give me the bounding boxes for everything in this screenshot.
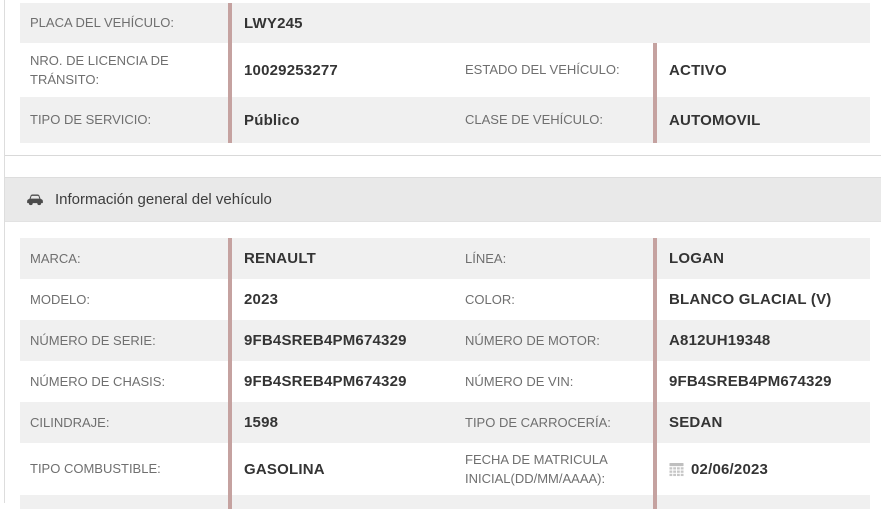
numero-chasis-value: 9FB4SREB4PM674329 xyxy=(228,361,455,402)
clase-vehiculo-value: AUTOMOVIL xyxy=(653,97,870,143)
table-row xyxy=(20,43,870,97)
empty-cell xyxy=(455,495,653,509)
numero-motor-label: NÚMERO DE MOTOR: xyxy=(465,332,600,348)
vehicle-info-page xyxy=(4,0,881,503)
linea-label: LÍNEA: xyxy=(465,250,507,266)
table-row xyxy=(20,361,870,402)
estado-vehiculo-value: ACTIVO xyxy=(653,43,870,97)
numero-chasis-label: NÚMERO DE CHASIS: xyxy=(30,373,166,389)
panel-spacer xyxy=(5,156,881,177)
tipo-combustible-value: GASOLINA xyxy=(228,443,455,495)
fecha-matricula-label: FECHA DE MATRICULA INICIAL(DD/MM/AAAA): xyxy=(465,451,608,486)
vehicle-summary-panel xyxy=(5,0,881,156)
tipo-servicio-value: Público xyxy=(228,97,455,143)
section-header-informacion-general[interactable] xyxy=(5,177,881,222)
cilindraje-label: CILINDRAJE: xyxy=(30,414,110,430)
section-title: Información general del vehículo xyxy=(55,191,272,208)
marca-value: RENAULT xyxy=(228,238,455,279)
modelo-value: 2023 xyxy=(228,279,455,320)
cilindraje-value: 1598 xyxy=(228,402,455,443)
linea-value: LOGAN xyxy=(653,238,870,279)
empty-cell xyxy=(653,495,870,509)
clase-vehiculo-label: CLASE DE VEHÍCULO: xyxy=(465,112,603,128)
empty-cell xyxy=(228,495,455,509)
table-row xyxy=(20,279,870,320)
modelo-label: MODELO: xyxy=(30,291,90,307)
color-value: BLANCO GLACIAL (V) xyxy=(653,279,870,320)
tipo-combustible-label: TIPO COMBUSTIBLE: xyxy=(30,461,161,477)
tipo-servicio-label: TIPO DE SERVICIO: xyxy=(30,112,152,128)
numero-motor-value: A812UH19348 xyxy=(653,320,870,361)
table-row xyxy=(20,238,870,279)
numero-vin-label: NÚMERO DE VIN: xyxy=(465,373,574,389)
tipo-carroceria-value: SEDAN xyxy=(653,402,870,443)
table-row xyxy=(20,3,870,43)
color-label: COLOR: xyxy=(465,291,515,307)
fecha-matricula-value xyxy=(653,443,870,495)
marca-label: MARCA: xyxy=(30,250,81,266)
table-row xyxy=(20,443,870,495)
numero-serie-value: 9FB4SREB4PM674329 xyxy=(228,320,455,361)
calendar-icon xyxy=(669,462,684,477)
placa-value: LWY245 xyxy=(228,3,455,43)
empty-cell xyxy=(20,495,228,509)
table-row xyxy=(20,495,870,509)
table-row xyxy=(20,97,870,143)
table-row xyxy=(20,402,870,443)
licencia-transito-value: 10029253277 xyxy=(228,43,455,97)
empty-cell xyxy=(653,3,870,43)
car-icon xyxy=(26,192,44,207)
fecha-matricula-text: 02/06/2023 xyxy=(691,460,769,478)
vehicle-general-info xyxy=(5,222,881,509)
licencia-transito-label: NRO. DE LICENCIA DE TRÁNSITO: xyxy=(30,52,169,87)
numero-vin-value: 9FB4SREB4PM674329 xyxy=(653,361,870,402)
tipo-carroceria-label: TIPO DE CARROCERÍA: xyxy=(465,414,611,430)
placa-label: PLACA DEL VEHÍCULO: xyxy=(30,15,175,31)
table-row xyxy=(20,320,870,361)
numero-serie-label: NÚMERO DE SERIE: xyxy=(30,332,156,348)
estado-vehiculo-label: ESTADO DEL VEHÍCULO: xyxy=(465,62,620,78)
empty-cell xyxy=(455,3,653,43)
